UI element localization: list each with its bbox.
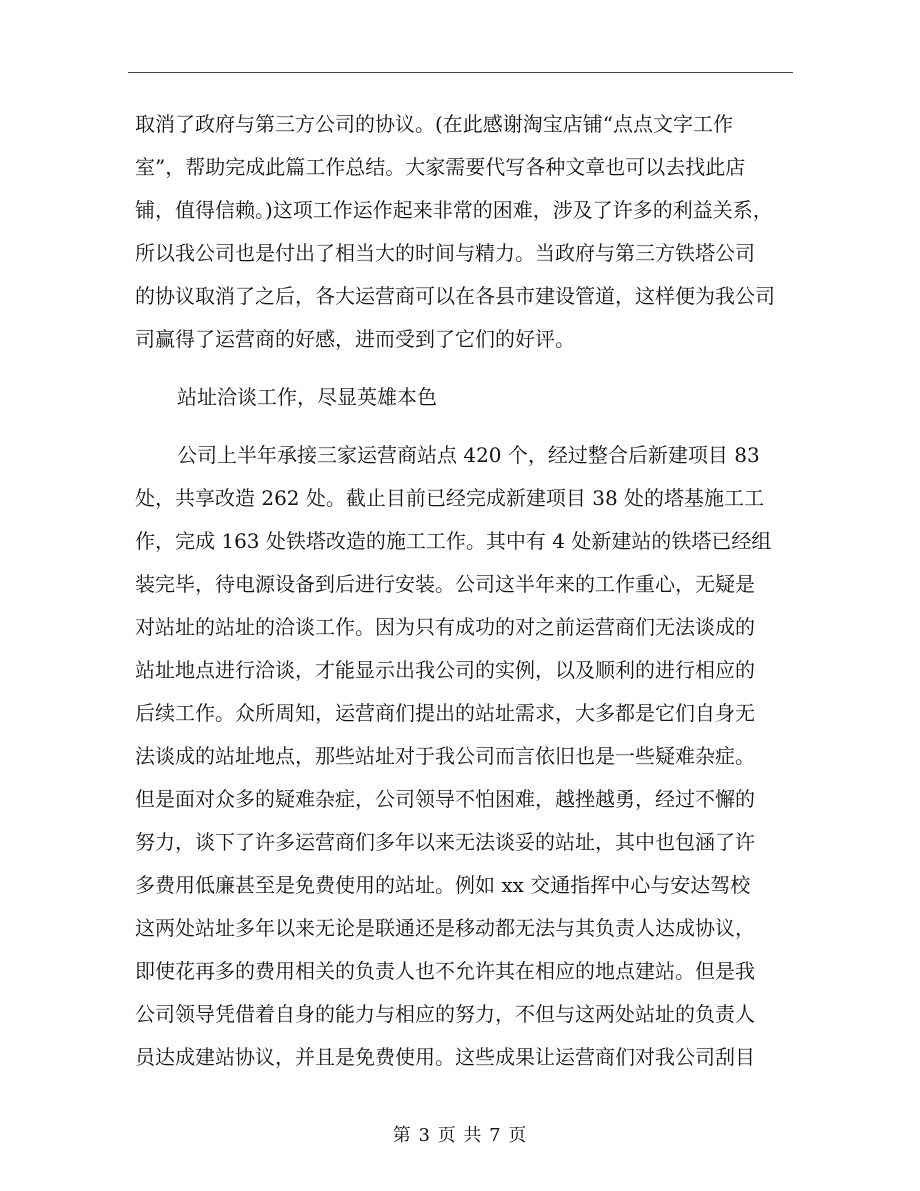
body-line-21: 公司领导凭借着自身的能力与相应的努力，不但与这两处站址的负责人 xyxy=(135,1002,755,1026)
body-line-20: 即使花再多的费用相关的负责人也不允许其在相应的地点建站。但是我 xyxy=(135,959,755,983)
body-line-19: 这两处站址多年以来无论是联通还是移动都无法与其负责人达成协议， xyxy=(135,916,755,940)
header-rule xyxy=(128,72,793,73)
body-line-8: 公司上半年承接三家运营商站点 420 个，经过整合后新建项目 83 xyxy=(177,443,760,467)
body-line-3: 铺，值得信赖。)这项工作运作起来非常的困难，涉及了许多的利益关系， xyxy=(135,198,773,222)
body-line-18: 多费用低廉甚至是免费使用的站址。例如 xx 交通指挥中心与安达驾校 xyxy=(135,873,751,897)
body-line-22: 员达成建站协议，并且是免费使用。这些成果让运营商们对我公司刮目 xyxy=(135,1045,755,1069)
body-line-14: 后续工作。众所周知，运营商们提出的站址需求，大多都是它们自身无 xyxy=(135,701,755,725)
body-line-15: 法谈成的站址地点，那些站址对于我公司而言依旧也是一些疑难杂症。 xyxy=(135,744,755,768)
body-line-6: 司赢得了运营商的好感，进而受到了它们的好评。 xyxy=(135,327,575,351)
body-line-11: 装完毕，待电源设备到后进行安装。公司这半年来的工作重心，无疑是 xyxy=(135,572,755,596)
page-number-footer: 第 3 页 共 7 页 xyxy=(392,1125,528,1146)
body-line-9: 处，共享改造 262 处。截止目前已经完成新建项目 38 处的塔基施工工 xyxy=(135,486,765,510)
body-line-13: 站址地点进行洽谈，才能显示出我公司的实例，以及顺利的进行相应的 xyxy=(135,658,755,682)
body-line-12: 对站址的站址的洽谈工作。因为只有成功的对之前运营商们无法谈成的 xyxy=(135,615,755,639)
body-line-5: 的协议取消了之后，各大运营商可以在各县市建设管道，这样便为我公司 xyxy=(135,284,775,308)
body-line-2: 室”，帮助完成此篇工作总结。大家需要代写各种文章也可以去找此店 xyxy=(135,155,746,179)
section-heading: 站址洽谈工作，尽显英雄本色 xyxy=(177,385,437,409)
body-line-16: 但是面对众多的疑难杂症，公司领导不怕困难，越挫越勇，经过不懈的 xyxy=(135,787,755,811)
body-line-4: 所以我公司也是付出了相当大的时间与精力。当政府与第三方铁塔公司 xyxy=(135,241,755,265)
body-line-17: 努力，谈下了许多运营商们多年以来无法谈妥的站址，其中也包涵了许 xyxy=(135,830,755,854)
body-line-1: 取消了政府与第三方公司的协议。(在此感谢淘宝店铺“点点文字工作 xyxy=(135,112,734,136)
body-line-10: 作，完成 163 处铁塔改造的施工工作。其中有 4 处新建站的铁塔已经组 xyxy=(135,529,772,553)
